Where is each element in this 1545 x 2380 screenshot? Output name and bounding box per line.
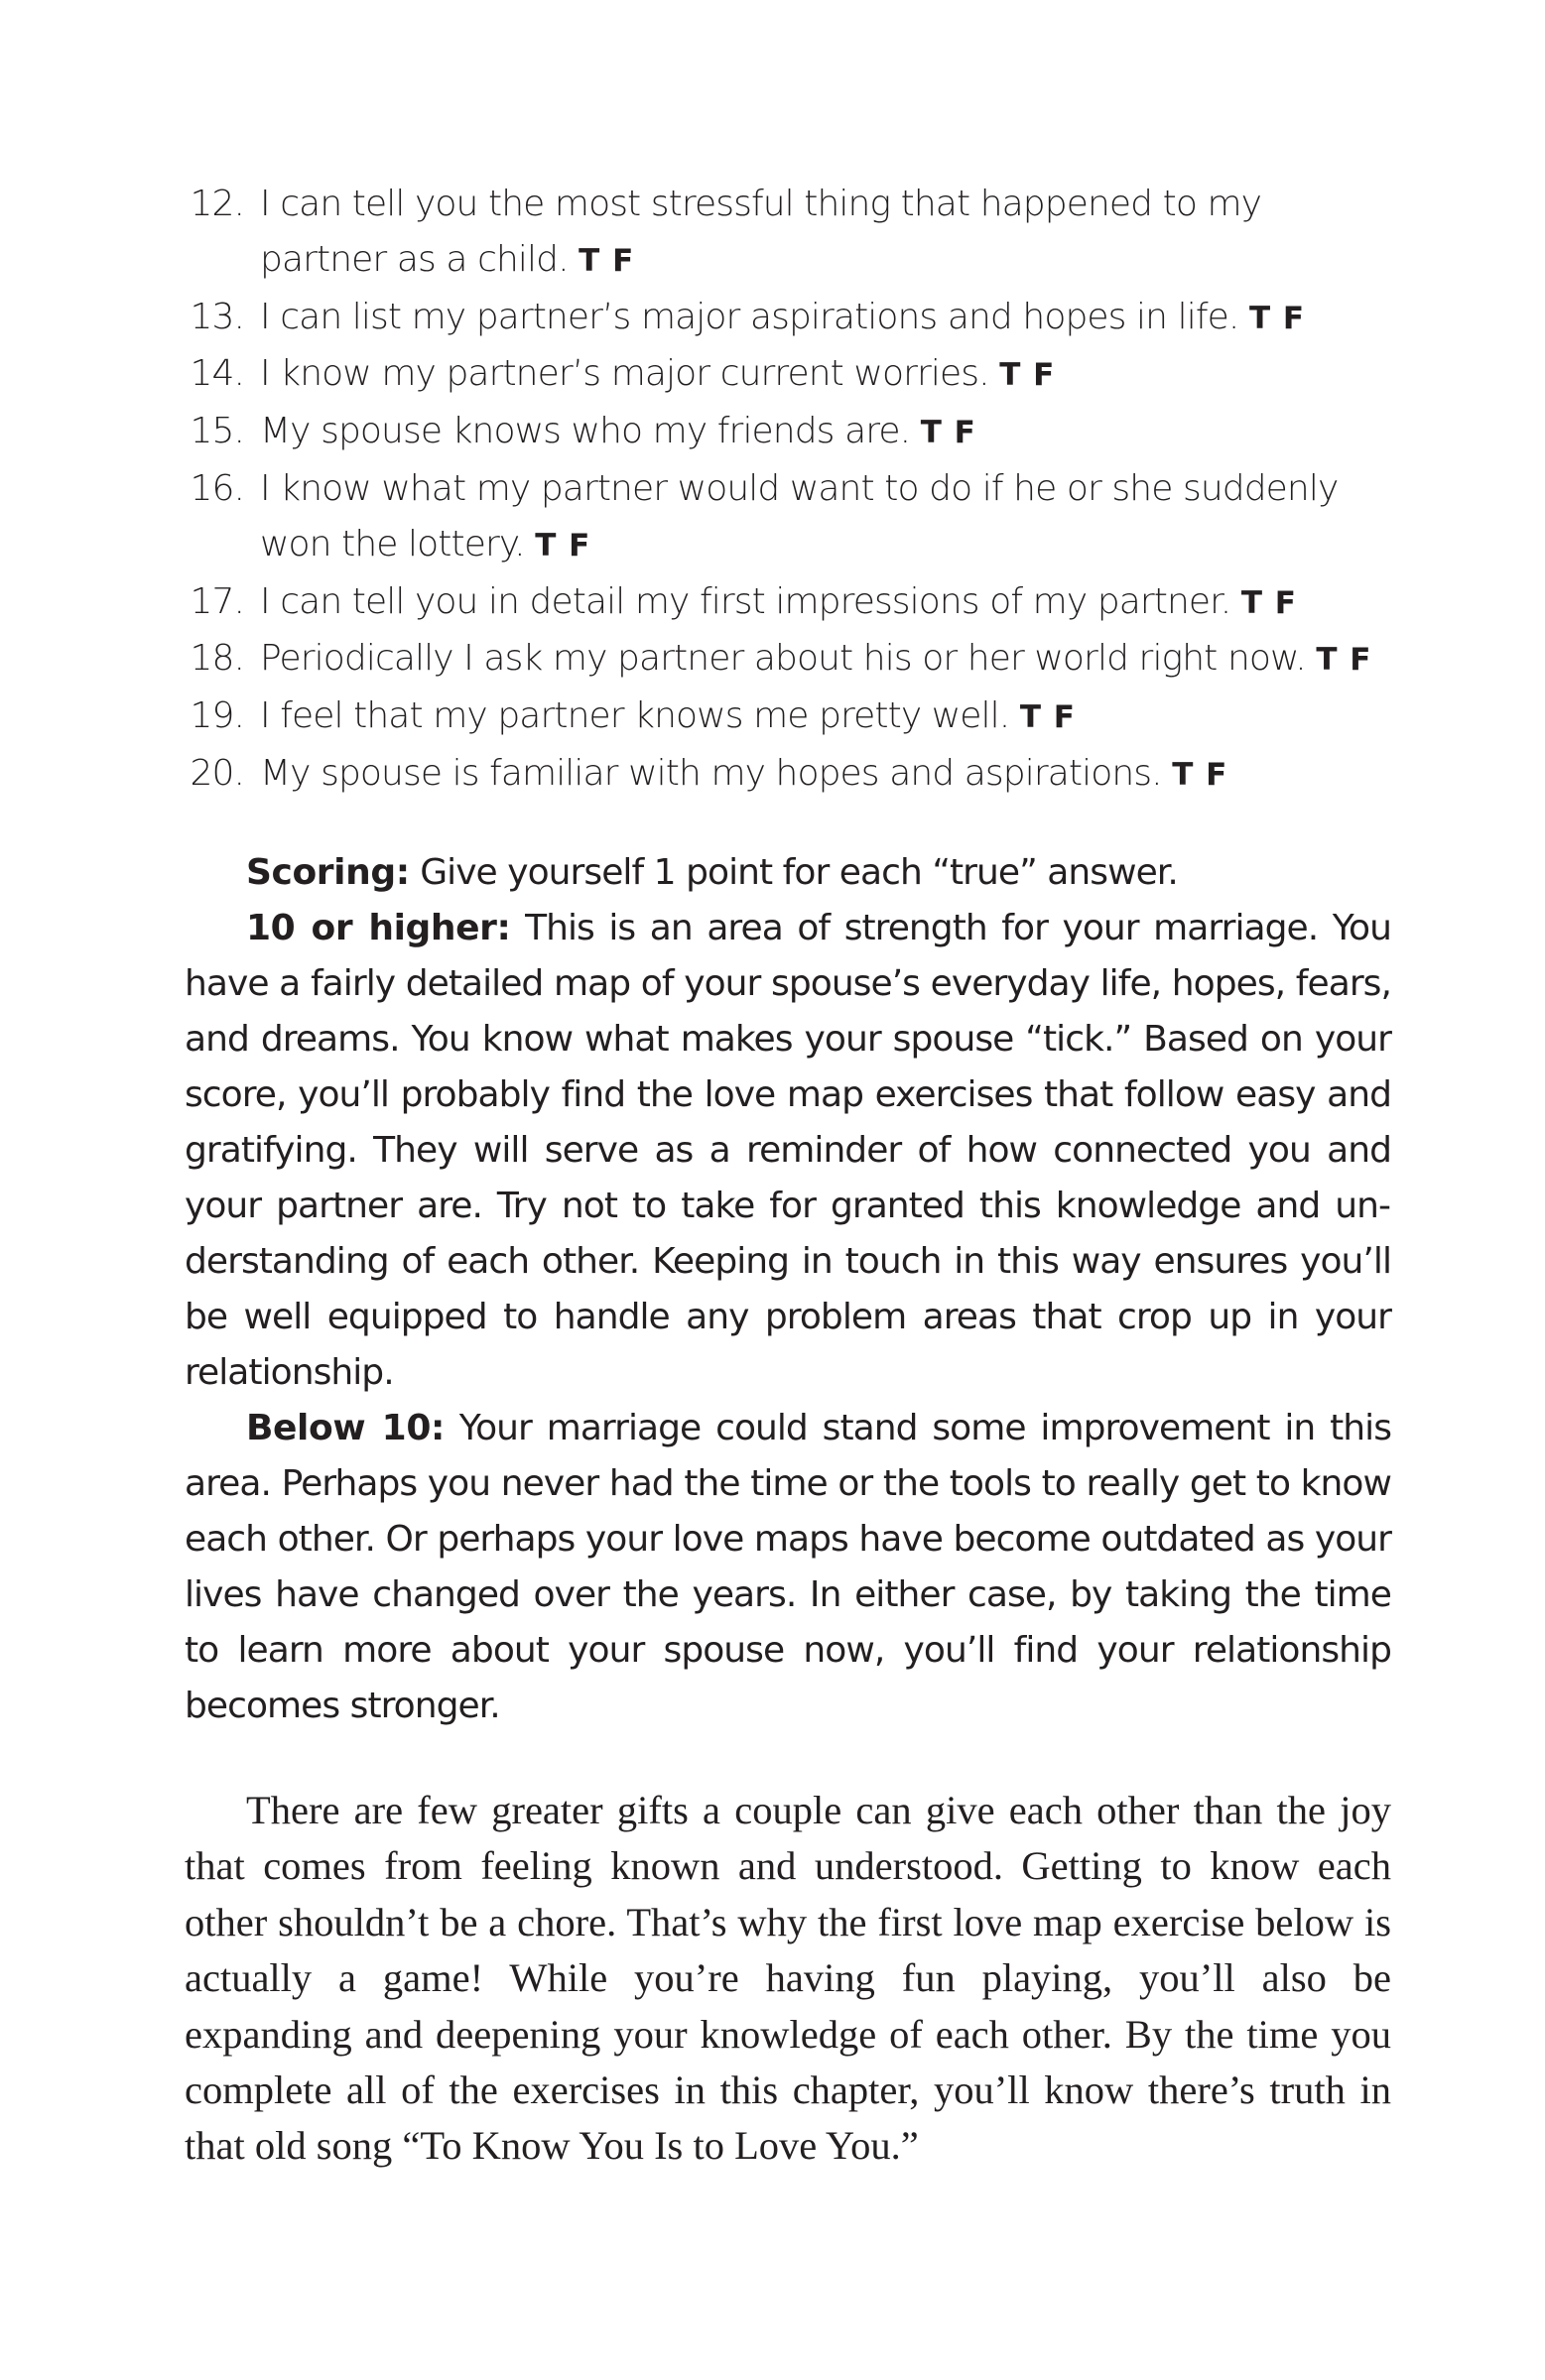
high-score-paragraph [185, 901, 1391, 1401]
item-text: Periodically I ask my partner about his or her world right now. [260, 638, 1306, 680]
questionnaire-item [185, 574, 1391, 632]
item-text: I know what my partner would want to do if he or she suddenly won the lottery. [260, 467, 1339, 564]
questionnaire-item [185, 746, 1391, 804]
questionnaire-item [185, 689, 1391, 746]
scoring-text: Give yourself 1 point for each “true” answer. [409, 852, 1178, 893]
questionnaire-item [185, 177, 1391, 290]
high-score-text: This is an area of strength for your marriage. You have a fairly detailed map of your spouse’s everyday life, hopes, fears, and dreams. You know what makes your spouse “tick.” Based on your score, you’ll probably find the love map exercises that follow easy and gratifying. They will serve as a reminder of how connected you and your partner are. Try not to take for granted this knowledge and understanding of each other. Keeping in touch in this way ensures you’ll be well equipped to handle any problem areas that crop up in your relationship. [185, 908, 1391, 1393]
questionnaire-item [185, 290, 1391, 347]
true-false-answer: T F [535, 527, 591, 564]
high-score-label: 10 or higher: [246, 908, 511, 948]
true-false-answer: T F [999, 357, 1056, 394]
true-false-answer: T F [579, 242, 635, 279]
questionnaire-item [185, 404, 1391, 461]
item-number: 15. [190, 411, 244, 452]
low-score-label: Below 10: [246, 1408, 445, 1448]
true-false-answer: T F [1172, 756, 1228, 793]
true-false-answer: T F [1248, 300, 1306, 336]
item-text: I know my partner’s major current worries. [260, 353, 989, 395]
true-false-answer: T F [1316, 642, 1372, 679]
questionnaire-item [185, 346, 1391, 404]
item-number: 19. [190, 695, 244, 737]
item-text: My spouse knows who my friends are. [260, 411, 911, 452]
item-text: I can list my partner’s major aspirations and hopes in life. [260, 296, 1239, 337]
item-text: My spouse is familiar with my hopes and aspirations. [260, 752, 1162, 794]
questionnaire-list [185, 177, 1391, 804]
low-score-text: Your marriage could stand some improvement in this area. Perhaps you never had the time or the tools to really get to know each other. Or perhaps your love maps have become outdated as your lives have changed over the years. In either case, by taking the time to learn more about your spouse now, you’ll find your relationship becomes stronger. [185, 1408, 1391, 1726]
item-number: 13. [190, 296, 244, 337]
item-number: 16. [190, 467, 244, 509]
item-number: 14. [190, 353, 244, 395]
item-number: 20. [190, 752, 244, 794]
item-number: 17. [190, 580, 244, 622]
item-number: 18. [190, 638, 244, 680]
item-text: I feel that my partner knows me pretty well. [260, 695, 1010, 737]
low-score-paragraph [185, 1401, 1391, 1734]
scoring-section [185, 845, 1391, 1734]
true-false-answer: T F [1240, 584, 1297, 621]
true-false-answer: T F [920, 415, 976, 451]
item-number: 12. [190, 184, 244, 224]
scoring-instructions [185, 845, 1391, 901]
scoring-label: Scoring: [246, 852, 410, 893]
true-false-answer: T F [1019, 699, 1076, 736]
closing-paragraph: There are few greater gifts a couple can give each other than the joy that comes from feeling known and understood. Getting to know each other shouldn’t be a chore. That’s why the first love map exercise below is actually a game! While you’re having fun playing, you’ll also be expanding and deepening your knowledge of each other. By the time you complete all of the exercises in this chapter, you’ll know there’s truth in that old song “To Know You Is to Love You.” [185, 1788, 1391, 2169]
item-text: I can tell you the most stressful thing that happened to my partner as a child. [260, 184, 1262, 280]
questionnaire-item [185, 631, 1391, 689]
item-text: I can tell you in detail my first impressions of my partner. [260, 580, 1231, 622]
questionnaire-item [185, 461, 1391, 574]
